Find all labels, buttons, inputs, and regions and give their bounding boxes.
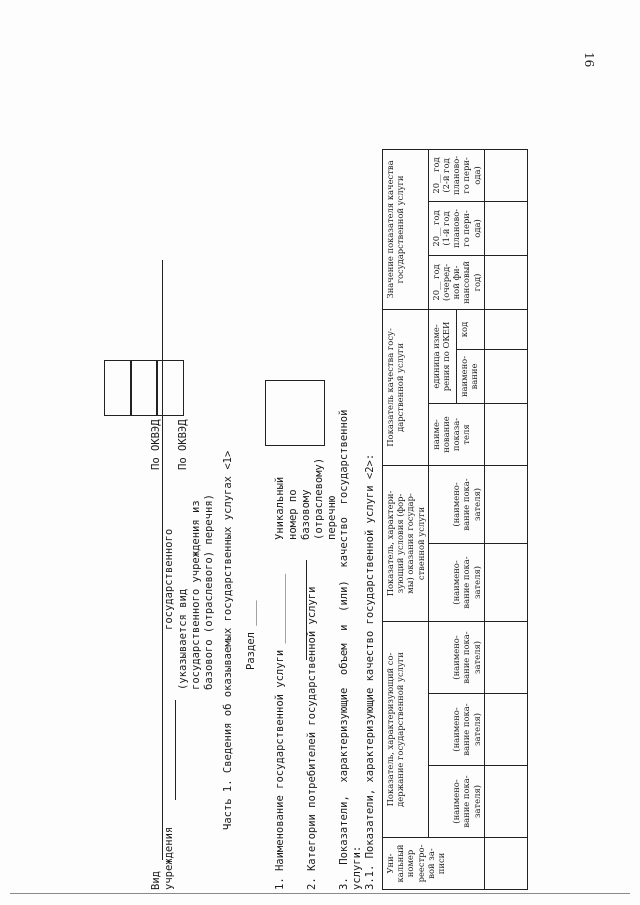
quality-name-header: наиме- нование показа- теля	[428, 403, 484, 465]
unit-name-header: наимено- вание	[456, 349, 484, 403]
part1-title: Часть 1. Сведения об оказываемых государственных услугах <1>	[222, 450, 234, 830]
content-indicator-3: (наимено- вание пока- зателя)	[428, 622, 484, 694]
year-first-header: 20__ год (1-й год планово- го пери- ода)	[428, 201, 484, 255]
table-cell[interactable]	[484, 694, 527, 766]
code-box-1[interactable]	[104, 360, 132, 416]
state-word: государственного	[163, 528, 175, 630]
col-unique-header: Уни- кальный номер реестро- вой за- писи	[383, 838, 485, 890]
table-header-row-2	[428, 149, 456, 889]
table-cell[interactable]	[484, 255, 527, 309]
table-cell[interactable]	[484, 465, 527, 543]
okved-label-2: По ОКВЭД	[177, 419, 189, 470]
code-box-3[interactable]	[156, 360, 184, 416]
table-cell[interactable]	[484, 349, 527, 403]
code-box-2[interactable]	[130, 360, 158, 416]
table-row	[484, 149, 527, 889]
table-cell[interactable]	[484, 622, 527, 694]
item3-label-line1: 3. Показатели, характеризующие объем и (или) качество государственной	[338, 409, 350, 890]
unit-code-header: код	[456, 309, 484, 349]
item31-label: 3.1. Показатели, характеризующие качество государственной услуги <2>:	[364, 453, 376, 890]
unique-number-box[interactable]	[265, 380, 325, 446]
page-bottom-edge	[10, 893, 630, 894]
condition-indicator-2: (наимено- вание пока- зателя)	[428, 465, 484, 543]
content-indicator-1: (наимено- вание пока- зателя)	[428, 766, 484, 838]
item1-label: 1. Наименование государственной услуги ___________	[274, 573, 286, 890]
year-current-header: 20__ год (очеред- ной фи- нансовый год)	[428, 255, 484, 309]
col-values-header: Значение показателя качества государственной услуги	[383, 149, 429, 309]
condition-indicator-1: (наимено- вание пока- зателя)	[428, 544, 484, 622]
unique-number-label: Уникальный номер по базовому (отраслевому) перечню	[274, 457, 338, 540]
quality-indicators-table	[382, 149, 528, 890]
table-cell[interactable]	[484, 838, 527, 890]
hint-line-1: (указывается вид	[177, 588, 189, 690]
table-cell[interactable]	[484, 766, 527, 838]
institution-underline	[175, 700, 176, 800]
year-second-header: 20__ год (2-й год планово- го пери- ода)	[428, 149, 484, 201]
table-header-row-1	[383, 149, 429, 889]
table-cell[interactable]	[484, 201, 527, 255]
table-cell[interactable]	[484, 403, 527, 465]
hint-line-3: базового (отраслевого) перечня)	[203, 494, 215, 690]
okved-label-1: По ОКВЭД	[150, 419, 162, 470]
item2-label: 2. Категории потребителей государственной услуги	[306, 586, 318, 890]
quality-unit-header: единица изме- рения по ОКЕИ	[428, 309, 456, 403]
kind-label: Вид	[150, 871, 162, 890]
hint-line-2: государственного учреждения из	[190, 500, 202, 690]
col-quality-header: Показатель качества госу- дарственной услуги	[383, 309, 429, 465]
table-cell[interactable]	[484, 544, 527, 622]
item3-label-line2: услуги:	[351, 845, 363, 890]
table-cell[interactable]	[484, 149, 527, 201]
col-content-header: Показатель, характеризующий со- держание государственной услуги	[383, 622, 429, 838]
content-indicator-2: (наимено- вание пока- зателя)	[428, 694, 484, 766]
rotated-form-sheet	[150, 60, 610, 890]
table-cell[interactable]	[484, 309, 527, 349]
institution-label: учреждения	[163, 826, 175, 890]
section-label: Раздел ____	[245, 600, 257, 670]
page-number: 16	[582, 52, 596, 68]
col-conditions-header: Показатель, характери- зующий условия (фор- мы) оказания государ- ственной услуги	[383, 465, 429, 621]
